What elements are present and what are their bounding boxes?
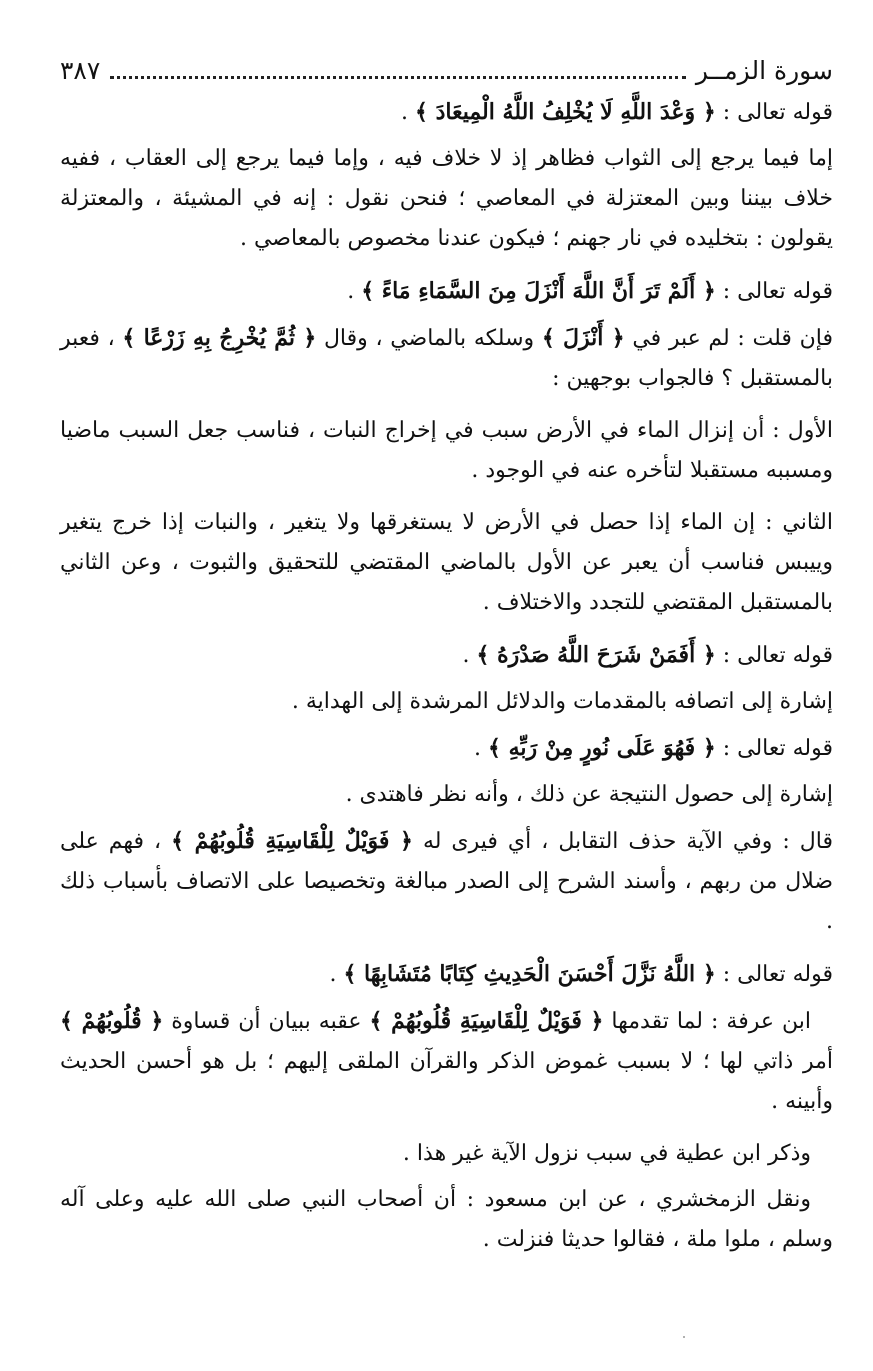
text-segment: ابن عرفة : لما تقدمها [603, 1009, 812, 1034]
verse-heading-4 [60, 728, 833, 769]
quran-quote: ﴿ وَعْدَ اللَّهِ لَا يُخْلِفُ اللَّهُ الْمِيعَادَ ﴾ [415, 99, 716, 125]
text-segment: فإن قلت : لم عبر في [624, 326, 833, 351]
text-segment: ، فعبر بالمستقبل ؟ فالجواب بوجهين : [60, 326, 833, 391]
verse-heading-2 [60, 271, 833, 312]
page-header [60, 56, 833, 86]
commentary-paragraph-3: الأول : أن إنزال الماء في الأرض سبب في إخراج النبات ، فناسب جعل السبب ماضيا ومسببه مستقبلا لتأخره عنه في الوجود . [60, 418, 833, 483]
quran-quote: ﴿ قُلُوبُهُمْ ﴾ [60, 1008, 164, 1034]
commentary-paragraph-8 [60, 1001, 833, 1122]
verse-intro: قوله تعالى : [715, 643, 833, 668]
page-number: ٣٨٧ [60, 56, 101, 85]
commentary-paragraph-2 [60, 318, 833, 399]
verse-intro: قوله تعالى : [715, 736, 833, 761]
verse-intro: قوله تعالى : [715, 100, 833, 125]
commentary-paragraph-1: إما فيما يرجع إلى الثواب فظاهر إذ لا خلاف فيه ، وإما فيما يرجع إلى العقاب ، ففيه خلاف بيننا وبين المعتزلة في المعاصي ؛ فنحن نقول : إنه في المشيئة ، والمعتزلة يقولون : بتخليده في نار جهنم ؛ فيكون عندنا مخصوص بالمعاصي . [60, 146, 833, 251]
commentary-paragraph-9: وذكر ابن عطية في سبب نزول الآية غير هذا . [402, 1141, 811, 1166]
commentary-paragraph-4: الثاني : إن الماء إذا حصل في الأرض لا يستغرقها ولا يتغير ، والنبات إذا خرج يتغير وييبس فناسب أن يعبر عن الأول بالماضي المقتضي للتحقيق والثبوت ، وعن الثاني بالمستقبل المقتضي للتجدد والاختلاف . [60, 510, 833, 615]
verse-end: . [462, 643, 477, 668]
verse-end: . [329, 962, 344, 987]
text-segment: أمر ذاتي لها ؛ لا بسبب غموض الذكر والقرآن الملقى إليهم ؛ بل هو أحسن الحديث وأبينه . [60, 1049, 833, 1114]
scan-speck [683, 1336, 685, 1338]
verse-end: . [401, 100, 416, 125]
verse-end: . [474, 736, 489, 761]
verse-end: . [347, 279, 362, 304]
verse-intro: قوله تعالى : [715, 279, 833, 304]
quran-quote: ﴿ اللَّهُ نَزَّلَ أَحْسَنَ الْحَدِيثِ كِتَابًا مُتَشَابِهًا ﴾ [343, 961, 716, 987]
verse-intro: قوله تعالى : [715, 962, 833, 987]
running-title: سورة الزمــر [695, 56, 833, 85]
verse-heading-3 [60, 635, 833, 676]
commentary-paragraph-6: إشارة إلى حصول النتيجة عن ذلك ، وأنه نظر فاهتدى . [345, 782, 833, 807]
commentary-paragraph-10: ونقل الزمخشري ، عن ابن مسعود : أن أصحاب النبي صلى الله عليه وعلى آله وسلم ، ملوا ملة ، فقالوا حديثا فنزلت . [60, 1187, 833, 1252]
verse-heading-1 [60, 92, 833, 133]
commentary-paragraph-5: إشارة إلى اتصافه بالمقدمات والدلائل المرشدة إلى الهداية . [291, 689, 833, 714]
header-dotted-leader [110, 76, 686, 79]
quran-quote: ﴿ فَهُوَ عَلَى نُورٍ مِنْ رَبِّهِ ﴾ [488, 735, 716, 761]
quran-quote: ﴿ ثُمَّ يُخْرِجُ بِهِ زَرْعًا ﴾ [122, 325, 317, 351]
quran-quote: ﴿ أَفَمَنْ شَرَحَ اللَّهُ صَدْرَهُ ﴾ [476, 642, 716, 668]
commentary-paragraph-7 [60, 821, 833, 942]
text-segment: ، فهم على ضلال من ربهم ، وأسند الشرح إلى الصدر مبالغة وتخصيصا على الاتصاف بأسباب ذلك . [60, 829, 833, 934]
text-segment: وسلكه بالماضي ، وقال [316, 326, 542, 351]
quran-quote: ﴿ فَوَيْلٌ لِلْقَاسِيَةِ قُلُوبُهُمْ ﴾ [171, 828, 413, 854]
text-segment: قال : وفي الآية حذف التقابل ، أي فيرى له [412, 829, 833, 854]
quran-quote: ﴿ أَلَمْ تَرَ أَنَّ اللَّهَ أَنْزَلَ مِنَ السَّمَاءِ مَاءً ﴾ [361, 278, 716, 304]
quran-quote: ﴿ فَوَيْلٌ لِلْقَاسِيَةِ قُلُوبُهُمْ ﴾ [369, 1008, 604, 1034]
text-segment: عقبه ببيان أن قساوة [163, 1009, 370, 1034]
quran-quote: ﴿ أَنْزَلَ ﴾ [541, 325, 625, 351]
page-body [60, 92, 833, 1260]
verse-heading-5 [60, 954, 833, 995]
